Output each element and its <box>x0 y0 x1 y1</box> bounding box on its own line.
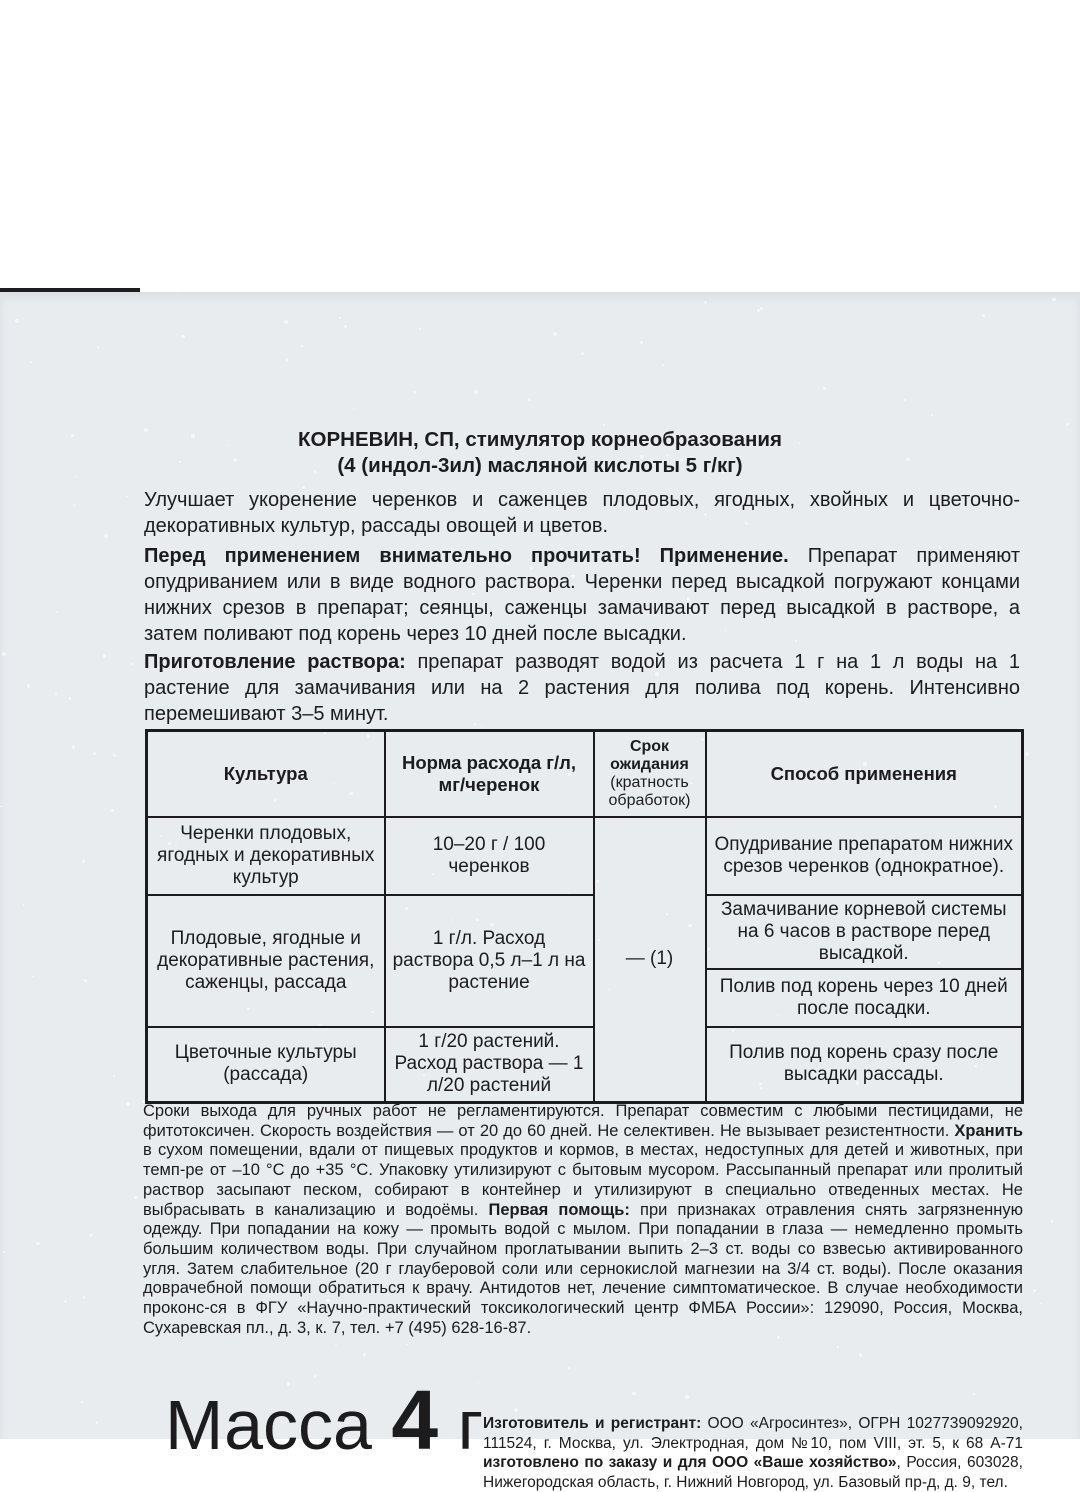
texture-speck <box>760 307 763 310</box>
texture-speck <box>72 745 75 748</box>
texture-speck <box>96 1421 98 1423</box>
ordered-by-lead: изготовлено по заказу и для ООО «Ваше хозяйство» <box>483 1454 897 1471</box>
cell-method: Замачивание корневой системы на 6 часов в растворе перед высадкой. <box>706 895 1023 969</box>
header-rate: Норма расхода г/л, мг/черенок <box>385 731 594 817</box>
product-packet <box>0 292 1080 1491</box>
texture-speck <box>859 1353 863 1357</box>
cell-rate: 10–20 г / 100 черенков <box>385 817 594 895</box>
texture-speck <box>0 806 2 808</box>
texture-speck <box>704 301 708 305</box>
application-lead: Перед применением внимательно прочитать! Применение. <box>144 545 789 567</box>
texture-speck <box>666 405 667 406</box>
texture-speck <box>3 1251 5 1253</box>
product-title-line1: КОРНЕВИН, СП, стимулятор корнеобразования <box>298 428 782 451</box>
manufacturer-text-2: , Россия, 603028, Нижегородская область, г. Нижний Новгород, ул. Базовый пр-д, д. 9, тел. <box>483 1454 1023 1491</box>
texture-speck <box>82 860 85 863</box>
texture-speck <box>30 361 32 363</box>
texture-speck <box>474 390 478 394</box>
texture-speck <box>406 1344 407 1345</box>
texture-speck <box>55 693 57 695</box>
texture-speck <box>851 320 852 321</box>
texture-speck <box>353 408 354 409</box>
cell-rate: 1 г/20 растений. Расход раствора — 1 л/20 растений <box>385 1027 594 1103</box>
texture-speck <box>36 1242 40 1246</box>
texture-speck <box>1040 1302 1042 1304</box>
safety-text-2: в сухом помещении, вдали от пищевых продуктов и кормов, в местах, недоступных для детей и животных, при темп-ре от –10 °С до +35 °С. Упаковку утилизируют с бытовым мусором. Рассыпанный препарат или пролитый раствор засыпают песком, собирают в контейнер и утилизируют в специально отведенных местах. Не выбрасывать в канализацию и водоёмы. <box>143 1141 1023 1219</box>
texture-speck <box>2 652 6 656</box>
texture-speck <box>973 1393 976 1396</box>
header-wait-note: (кратность обработок) <box>608 773 691 809</box>
texture-speck <box>126 1102 130 1106</box>
texture-speck <box>284 320 288 324</box>
texture-speck <box>103 654 106 657</box>
texture-speck <box>134 1196 136 1198</box>
texture-speck <box>640 341 643 344</box>
texture-speck <box>27 684 30 687</box>
texture-speck <box>339 317 342 320</box>
texture-speck <box>111 809 114 812</box>
texture-speck <box>32 976 34 978</box>
cell-rate: 1 г/л. Расход раствора 0,5 л–1 л на растение <box>385 895 594 1027</box>
texture-speck <box>823 387 826 390</box>
header-method: Способ применения <box>706 731 1023 817</box>
cell-culture: Черенки плодовых, ягодных и декоративных культур <box>147 817 385 895</box>
cell-method: Полив под корень сразу после высадки рассады. <box>706 1027 1023 1103</box>
cell-culture: Плодовые, ягодные и декоративные растения, саженцы, рассада <box>147 895 385 1027</box>
texture-speck <box>131 663 133 665</box>
texture-speck <box>113 754 117 758</box>
cell-wait: — (1) <box>594 817 706 1103</box>
texture-speck <box>83 1296 85 1298</box>
texture-speck <box>1052 298 1055 301</box>
texture-speck <box>181 335 184 338</box>
intro-text: Улучшает укоренение черенков и саженцев плодовых, ягодных, хвойных и цветочно-декоративных культур, рассады овощей и цветов. <box>144 489 1020 537</box>
texture-speck <box>74 504 75 505</box>
mass-word: Масса <box>165 1386 372 1464</box>
texture-speck <box>568 1367 571 1370</box>
safety-instructions <box>143 1102 1023 1338</box>
cell-culture: Цветочные культуры (рассада) <box>147 1027 385 1103</box>
manufacturer-text-1: ООО «Агросинтез», ОГРН 1027739092920, 111524, г. Москва, ул. Электродная, дом №10, пом VIII, эт. 5, к 68 А-71 <box>483 1415 1023 1452</box>
texture-speck <box>126 496 127 497</box>
texture-speck <box>1033 1289 1036 1292</box>
application-rates-table <box>145 729 1024 1104</box>
first-aid-lead: Первая помощь: <box>488 1200 630 1219</box>
texture-speck <box>1051 1220 1053 1222</box>
texture-speck <box>285 358 289 362</box>
texture-speck <box>837 1346 838 1347</box>
texture-speck <box>1010 1398 1011 1399</box>
texture-speck <box>904 399 906 401</box>
texture-speck <box>528 398 531 401</box>
mass-unit: г <box>457 1386 484 1464</box>
texture-speck <box>69 697 71 699</box>
texture-speck <box>64 1300 67 1303</box>
texture-speck <box>982 314 985 317</box>
preparation-lead: Приготовление раствора: <box>144 651 406 673</box>
mass-label <box>165 1373 484 1467</box>
product-title-line2: (4 (индол-3ил) масляной кислоты 5 г/кг) <box>337 454 743 477</box>
texture-speck <box>301 345 303 347</box>
texture-speck <box>603 424 605 426</box>
safety-text-1: Сроки выхода для ручных работ не регламентируются. Препарат совместим с любыми пестицидами, не фитотоксичен. Скорость воздействия — от 20 до 60 дней. Не селективен. Не вызывает резистентности. <box>143 1102 1023 1140</box>
header-wait <box>594 731 706 817</box>
texture-speck <box>14 1143 15 1144</box>
texture-speck <box>1025 752 1029 756</box>
texture-speck <box>259 1374 261 1376</box>
table-header-row <box>147 731 1023 817</box>
table-row <box>147 817 1023 895</box>
texture-speck <box>93 752 96 755</box>
texture-speck <box>553 332 557 336</box>
texture-speck <box>685 1406 686 1407</box>
texture-speck <box>15 319 19 323</box>
texture-speck <box>931 414 933 416</box>
texture-speck <box>89 1234 93 1238</box>
texture-speck <box>1052 1002 1053 1003</box>
texture-speck <box>56 611 58 613</box>
texture-speck <box>581 352 584 355</box>
texture-speck <box>23 904 24 905</box>
table-row <box>147 1027 1023 1103</box>
texture-speck <box>113 1075 115 1077</box>
texture-speck <box>314 1375 316 1377</box>
texture-speck <box>413 391 416 394</box>
application-text: Препарат применяют опудриванием или в виде водного раствора. Черенки перед высадкой погружают концами нижних срезов в препарат; сеянцы, саженцы замачивают перед высадкой в растворе, а затем поливают под корень через 10 дней после высадки. <box>144 545 1020 645</box>
manufacturer-info <box>483 1414 1023 1492</box>
texture-speck <box>532 326 533 327</box>
safety-text-3: при признаках отравления снять загрязненную одежду. При попадании на кожу — промыть водой с мылом. При попадании в глаза — немедленно промыть большим количеством воды. При случайном проглатывании выпить 2–3 ст. воды со взвесью активированного угля. Затем слабительное (20 г глауберовой соли или сернокислой магнезии на 3/4 ст. воды). После оказания доврачебной помощи обратиться к врачу. Антидотов нет, лечение симптоматическое. В случае необходимости проконс-ся в ФГУ «Научно-практический токсикологический центр ФМБА России»: 129090, Россия, Москва, Сухаревская пл., д. 3, к. 7, тел. +7 (495) 628-16-87. <box>143 1200 1023 1337</box>
texture-speck <box>662 364 664 366</box>
texture-speck <box>81 1401 83 1403</box>
texture-speck <box>177 293 178 294</box>
preparation-paragraph <box>144 649 1020 727</box>
texture-speck <box>344 325 347 328</box>
application-paragraph <box>144 543 1020 647</box>
texture-speck <box>632 1392 635 1395</box>
texture-speck <box>757 309 760 312</box>
texture-speck <box>685 1395 689 1399</box>
storage-lead: Хранить <box>954 1121 1023 1140</box>
texture-speck <box>379 385 380 386</box>
texture-speck <box>451 423 452 424</box>
texture-speck <box>1066 423 1069 426</box>
texture-speck <box>104 534 108 538</box>
preparation-text: препарат разводят водой из расчета 1 г на 1 л воды на 1 растение для замачивания или на 2 растения для полива под корень. Интенсивно перемешивают 3–5 минут. <box>144 651 1020 725</box>
product-title <box>0 427 1080 479</box>
manufacturer-lead: Изготовитель и регистрант: <box>483 1415 702 1432</box>
texture-speck <box>244 1369 245 1370</box>
texture-speck <box>514 1408 518 1412</box>
header-wait-title: Срок ожидания <box>610 737 689 773</box>
header-culture: Культура <box>147 731 385 817</box>
cell-method: Опудривание препаратом нижних срезов черенков (однократное). <box>706 817 1023 895</box>
cell-method: Полив под корень через 10 дней после посадки. <box>706 969 1023 1027</box>
texture-speck <box>84 979 87 982</box>
table-row <box>147 895 1023 969</box>
texture-speck <box>335 1344 337 1346</box>
mass-value: 4 <box>391 1373 439 1467</box>
texture-speck <box>363 1353 366 1356</box>
texture-speck <box>419 328 421 330</box>
texture-speck <box>97 346 99 348</box>
